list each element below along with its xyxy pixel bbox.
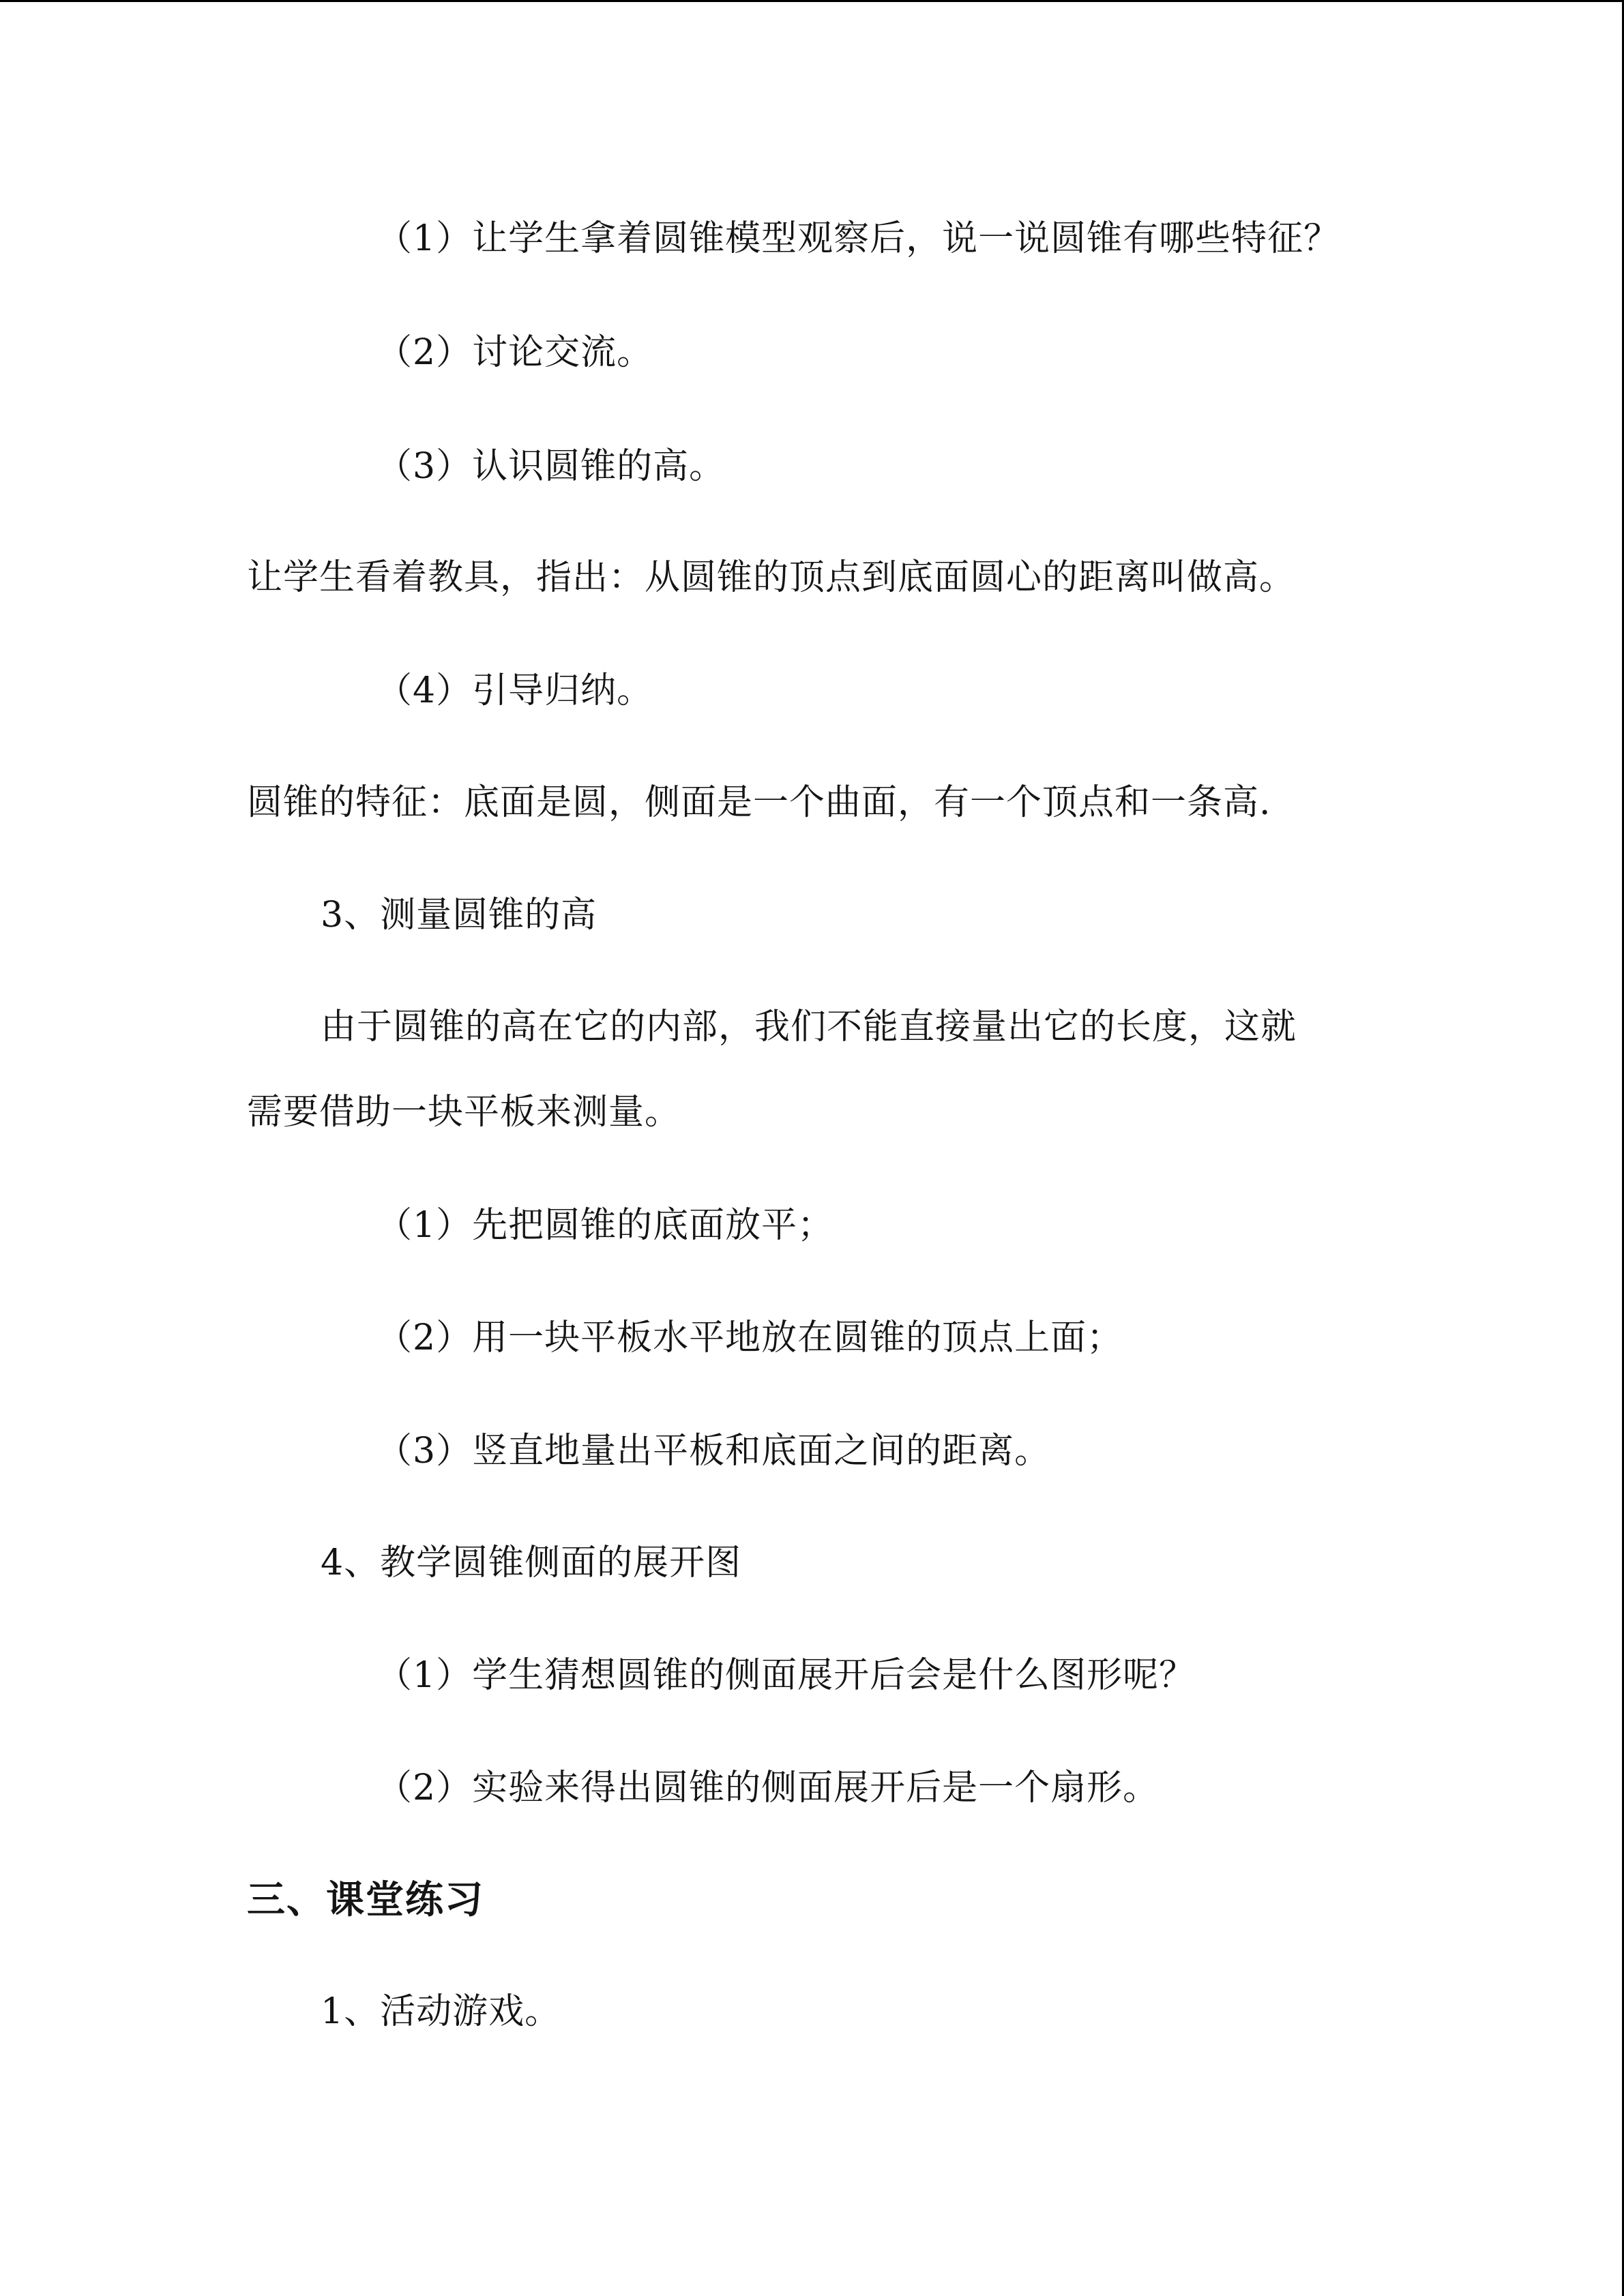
paragraph-step-board: （2）用一块平板水平地放在圆锥的顶点上面； (377, 1317, 1123, 1358)
paragraph-activity-game: 1、活动游戏。 (321, 1991, 561, 2032)
paragraph-summarize: （4）引导归纳。 (377, 670, 653, 711)
paragraph-height-definition: 让学生看着教具，指出：从圆锥的顶点到底面圆心的距离叫做高。 (247, 557, 1296, 598)
paragraph-guess-shape: （1）学生猜想圆锥的侧面展开后会是什么图形呢？ (377, 1655, 1196, 1696)
section-lateral-surface: 4、教学圆锥侧面的展开图 (321, 1542, 742, 1583)
paragraph-cone-features: 圆锥的特征：底面是圆，侧面是一个曲面，有一个顶点和一条高. (247, 782, 1271, 823)
paragraph-sector-result: （2）实验来得出圆锥的侧面展开后是一个扇形。 (377, 1768, 1160, 1808)
paragraph-measure-intro-cont: 需要借助一块平板来测量。 (247, 1092, 681, 1133)
top-border (0, 0, 1624, 2)
paragraph-discuss: （2）讨论交流。 (377, 332, 653, 373)
paragraph-cone-height: （3）认识圆锥的高。 (377, 446, 726, 487)
paragraph-step-base: （1）先把圆锥的底面放平； (377, 1205, 834, 1246)
heading-class-practice: 三、课堂练习 (247, 1878, 484, 1922)
paragraph-step-measure: （3）竖直地量出平板和底面之间的距离。 (377, 1431, 1051, 1472)
paragraph-observe-cone: （1）让学生拿着圆锥模型观察后，说一说圆锥有哪些特征？ (377, 218, 1340, 259)
paragraph-measure-intro: 由于圆锥的高在它的内部，我们不能直接量出它的长度，这就 (321, 1007, 1297, 1047)
section-measure-height: 3、测量圆锥的高 (321, 895, 597, 936)
